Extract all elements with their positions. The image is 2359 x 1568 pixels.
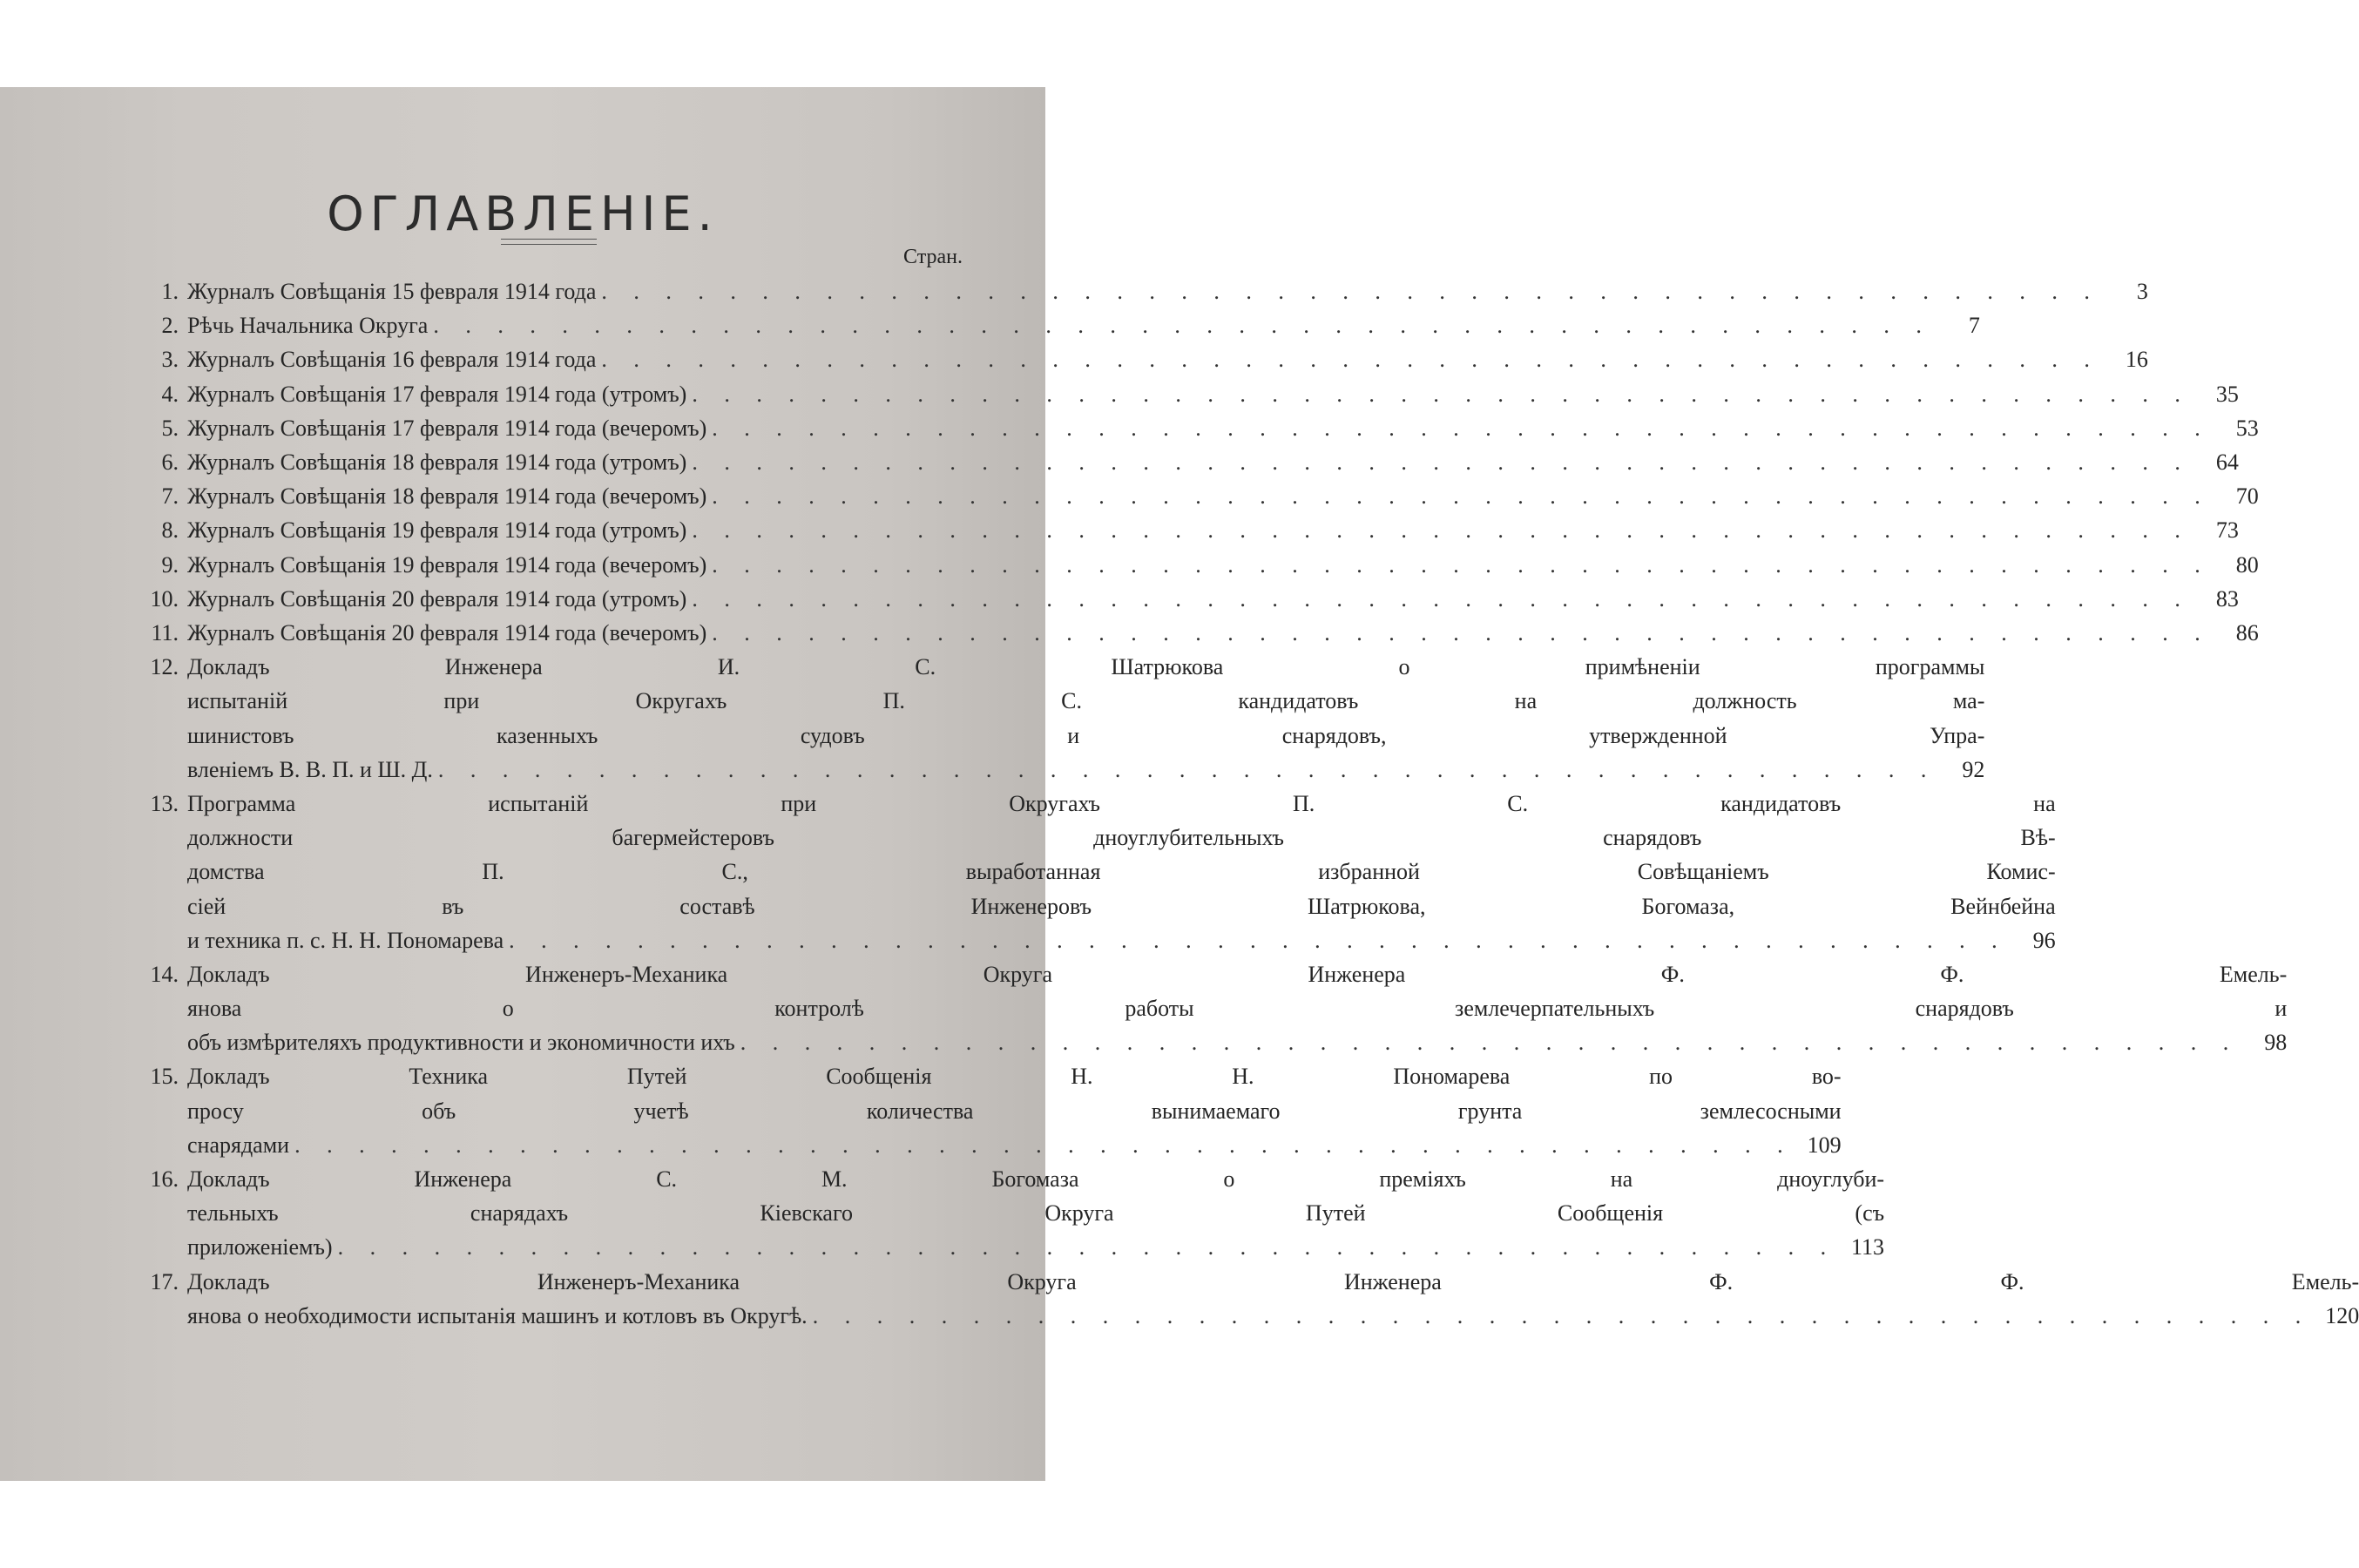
- page-number: 53: [2235, 415, 2259, 441]
- toc-entry[interactable]: [139, 957, 2288, 1060]
- entry-number: 2.: [161, 313, 179, 339]
- toc-entry[interactable]: [139, 1265, 2359, 1333]
- entry-title-line: Программа испытаній при Округахъ П. С. кандидатовъ на: [187, 790, 2056, 816]
- dot-leader: [706, 548, 2211, 582]
- entry-title-line: приложеніемъ): [187, 1234, 333, 1260]
- entry-title-line: Журналъ Совѣщанія 20 февраля 1914 года (утромъ): [187, 585, 687, 612]
- entry-number: 5.: [161, 415, 179, 441]
- page-number: 16: [2125, 347, 2148, 373]
- toc-entry[interactable]: [139, 582, 2239, 616]
- page-number: 120: [2325, 1302, 2359, 1328]
- entry-number: 4.: [161, 381, 179, 407]
- page-column-header: Стран.: [903, 246, 963, 268]
- entry-title-line: янова о необходимости испытанія машинъ и котловъ въ Округѣ.: [187, 1302, 808, 1328]
- page-number: 109: [1807, 1132, 1842, 1158]
- dot-leader: [686, 445, 2191, 479]
- entry-number: 13.: [150, 790, 179, 816]
- entry-number: 16.: [150, 1166, 179, 1193]
- page-number: 64: [2215, 449, 2239, 476]
- page-number: 7: [1968, 313, 1980, 339]
- page-number: 70: [2235, 483, 2259, 510]
- entry-number: 3.: [161, 347, 179, 373]
- toc-entry[interactable]: [139, 513, 2239, 547]
- entry-title-line: Журналъ Совѣщанія 17 февраля 1914 года (утромъ): [187, 381, 687, 407]
- entry-title-line: объ измѣрителяхъ продуктивности и экономичности ихъ: [187, 1030, 735, 1056]
- dot-leader: [706, 479, 2211, 513]
- entry-title-line: Журналъ Совѣщанія 20 февраля 1914 года (вечеромъ): [187, 620, 707, 646]
- page-number: 35: [2215, 381, 2239, 407]
- dot-leader: [706, 616, 2211, 650]
- page-number: 113: [1851, 1234, 1885, 1260]
- toc-entry[interactable]: [139, 650, 1985, 787]
- dot-leader: [808, 1299, 2312, 1333]
- entry-title-line: Журналъ Совѣщанія 17 февраля 1914 года (вечеромъ): [187, 415, 707, 441]
- dot-leader: [504, 923, 2008, 957]
- toc-entry[interactable]: [139, 1059, 1842, 1162]
- dot-leader: [686, 377, 2191, 411]
- entry-title-line: снарядами: [187, 1132, 290, 1158]
- page-title: ОГЛАВЛЕНІЕ.: [327, 186, 719, 242]
- entry-title-line: Докладъ Инженеръ-Механика Округа Инженера Ф. Ф. Емель-: [187, 961, 2288, 987]
- dot-leader: [333, 1230, 1837, 1264]
- toc-entry[interactable]: [139, 308, 1980, 342]
- toc-entry[interactable]: [139, 274, 2148, 308]
- entry-number: 15.: [150, 1064, 179, 1090]
- entry-title-line: Журналъ Совѣщанія 15 февраля 1914 года: [187, 279, 597, 304]
- dot-leader: [428, 308, 1932, 342]
- page-number: 86: [2235, 620, 2259, 646]
- entry-number: 12.: [150, 654, 179, 680]
- toc-entry[interactable]: [139, 616, 2259, 650]
- dot-leader: [433, 753, 1937, 787]
- page-number: 80: [2235, 551, 2259, 578]
- entry-number: 8.: [161, 517, 179, 544]
- entry-title-line: Журналъ Совѣщанія 19 февраля 1914 года (вечеромъ): [187, 551, 707, 578]
- dot-leader: [686, 582, 2191, 616]
- entry-number: 17.: [150, 1268, 179, 1294]
- entry-title-line: Журналъ Совѣщанія 18 февраля 1914 года (вечеромъ): [187, 483, 707, 510]
- page-number: 96: [2032, 927, 2056, 953]
- page-number: 73: [2215, 517, 2239, 544]
- entry-title-line: должности багермейстеровъ дноуглубительныхъ снарядовъ Вѣ-: [187, 825, 2056, 851]
- entry-title-line: шинистовъ казенныхъ судовъ и снарядовъ, утвержденной Упра-: [187, 722, 1985, 748]
- entry-number: 6.: [161, 449, 179, 476]
- entry-title-line: и техника п. с. Н. Н. Пономарева: [187, 927, 504, 953]
- entry-title-line: Докладъ Техника Путей Сообщенія Н. Н. Пономарева по во-: [187, 1064, 1842, 1090]
- toc-entry[interactable]: [139, 479, 2259, 513]
- page-number: 98: [2264, 1030, 2288, 1056]
- entry-number: 9.: [161, 551, 179, 578]
- page-number: 3: [2136, 279, 2148, 304]
- title-double-rule: [501, 239, 597, 245]
- toc-entry[interactable]: [139, 445, 2239, 479]
- toc-entry[interactable]: [139, 342, 2148, 376]
- entry-number: 14.: [150, 961, 179, 987]
- toc-entry[interactable]: [139, 1162, 1885, 1265]
- entry-title-line: Докладъ Инженера И. С. Шатрюкова о примѣненіи программы: [187, 654, 1985, 680]
- entry-title-line: Журналъ Совѣщанія 19 февраля 1914 года (утромъ): [187, 517, 687, 544]
- toc-entry[interactable]: [139, 411, 2259, 445]
- entry-title-line: янова о контролѣ работы землечерпательныхъ снарядовъ и: [187, 996, 2288, 1022]
- entry-number: 11.: [151, 620, 179, 646]
- entry-title-line: домства П. С., выработанная избранной Совѣщаніемъ Комис-: [187, 859, 2056, 885]
- dot-leader: [706, 411, 2211, 445]
- entry-title-line: Докладъ Инженера С. М. Богомаза о преміяхъ на дноуглуби-: [187, 1166, 1885, 1193]
- entry-title-line: Журналъ Совѣщанія 18 февраля 1914 года (утромъ): [187, 449, 687, 476]
- toc-entry[interactable]: [139, 377, 2239, 411]
- dot-leader: [289, 1128, 1794, 1162]
- dot-leader: [686, 513, 2191, 547]
- entry-title-line: вленіемъ В. В. П. и Ш. Д.: [187, 756, 433, 782]
- dot-leader: [596, 274, 2100, 308]
- dot-leader: [735, 1025, 2240, 1059]
- entry-title-line: испытаній при Округахъ П. С. кандидатовъ на должность ма-: [187, 688, 1985, 714]
- entry-title-line: Докладъ Инженеръ-Механика Округа Инженера Ф. Ф. Емель-: [187, 1268, 2359, 1294]
- entry-number: 10.: [150, 585, 179, 612]
- entry-number: 7.: [161, 483, 179, 510]
- toc-entry[interactable]: [139, 787, 2056, 957]
- toc-list: [139, 274, 2359, 1333]
- entry-title-line: Журналъ Совѣщанія 16 февраля 1914 года: [187, 347, 597, 373]
- page-number: 83: [2215, 585, 2239, 612]
- dot-leader: [596, 342, 2100, 376]
- page-number: 92: [1962, 756, 1985, 782]
- entry-title-line: сіей въ составѣ Инженеровъ Шатрюкова, Богомаза, Вейнбейна: [187, 893, 2056, 919]
- entry-title-line: тельныхъ снарядахъ Кіевскаго Округа Путей Сообщенія (съ: [187, 1200, 1885, 1227]
- toc-entry[interactable]: [139, 548, 2259, 582]
- entry-title-line: Рѣчь Начальника Округа: [187, 313, 429, 339]
- entry-title-line: просу объ учетѣ количества вынимаемаго грунта землесосными: [187, 1098, 1842, 1124]
- entry-number: 1.: [161, 279, 179, 304]
